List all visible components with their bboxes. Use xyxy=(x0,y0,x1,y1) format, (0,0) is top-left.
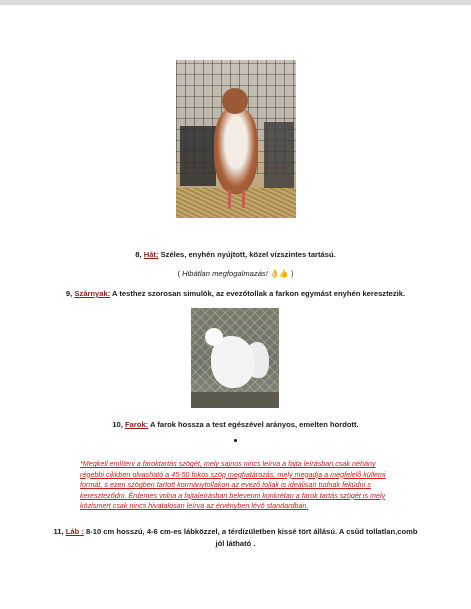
item-text: A testhez szorosan simulók, az evezőtollak a farkon egymást enyhén keresztezik. xyxy=(110,289,406,298)
pigeon-head xyxy=(205,328,223,346)
item-text: 8-10 cm hosszú, 4-6 cm-es lábközzel, a térdízületben kissé tört állású. A csűd tollatlan,comb xyxy=(83,527,418,536)
item-11 xyxy=(0,527,471,537)
item-9 xyxy=(0,289,471,299)
ok-thumbs-up-emoji-icon: 👌👍 xyxy=(267,269,289,278)
crate xyxy=(180,126,216,186)
item-10 xyxy=(0,420,471,430)
item-number: 8, xyxy=(135,250,144,259)
white-pigeon-photo xyxy=(191,308,279,408)
item-key: Farok: xyxy=(125,420,149,429)
note-line: formát, s ezen szögben tartott kormánytollakon az evező tollak is ideálisan tudnak feküdni s xyxy=(80,480,371,490)
bullet-point xyxy=(234,439,237,442)
item-key: Láb : xyxy=(65,527,84,536)
item-key: Hát: xyxy=(143,250,159,259)
crate xyxy=(264,122,294,192)
praise-line xyxy=(0,269,471,279)
pigeon-leg xyxy=(228,190,231,208)
brown-pigeon-photo xyxy=(176,60,296,218)
pigeon-body xyxy=(214,108,258,194)
top-bar xyxy=(0,0,471,5)
pigeon-head xyxy=(222,88,248,114)
note-line: közismert csak nincs hivatalosan leírva az érvényben lévő standardban. xyxy=(80,501,309,511)
note-line: *Megkell említeni a faroktartás szögét, mely sajnos nincs leírva a fajta leírásban,csak néhány xyxy=(80,459,376,468)
floor xyxy=(191,392,279,408)
note-line: kereszteződni. Érdemes volna a fajtaleírásban belevenni konkrétan a farok tartás szögét is mely xyxy=(80,490,386,500)
pigeon-leg xyxy=(242,190,245,208)
item-text: Széles, enyhén nyújtott, közel vízszintes tartású. xyxy=(158,250,336,259)
item-number: 9, xyxy=(65,289,75,298)
item-11-continued xyxy=(0,539,471,549)
item-number: 10, xyxy=(112,420,125,429)
praise-text: Hibátlan megfogalmazás! xyxy=(182,269,268,278)
item-8 xyxy=(0,250,471,260)
item-text: A farok hossza a test egészével arányos, emelten hordott. xyxy=(148,420,359,429)
item-key: Szárnyak: xyxy=(74,289,111,298)
item-number: 11, xyxy=(53,527,66,536)
note-line: régebbi cikkben olvasható a 45-50 fokos szög meghatározás, mely megadja a megfelelő küllemi xyxy=(80,469,386,479)
paren-open: ( xyxy=(177,269,183,278)
item-text: jól látható . xyxy=(215,539,256,548)
red-note xyxy=(80,459,408,512)
paren-close: ) xyxy=(288,269,294,278)
